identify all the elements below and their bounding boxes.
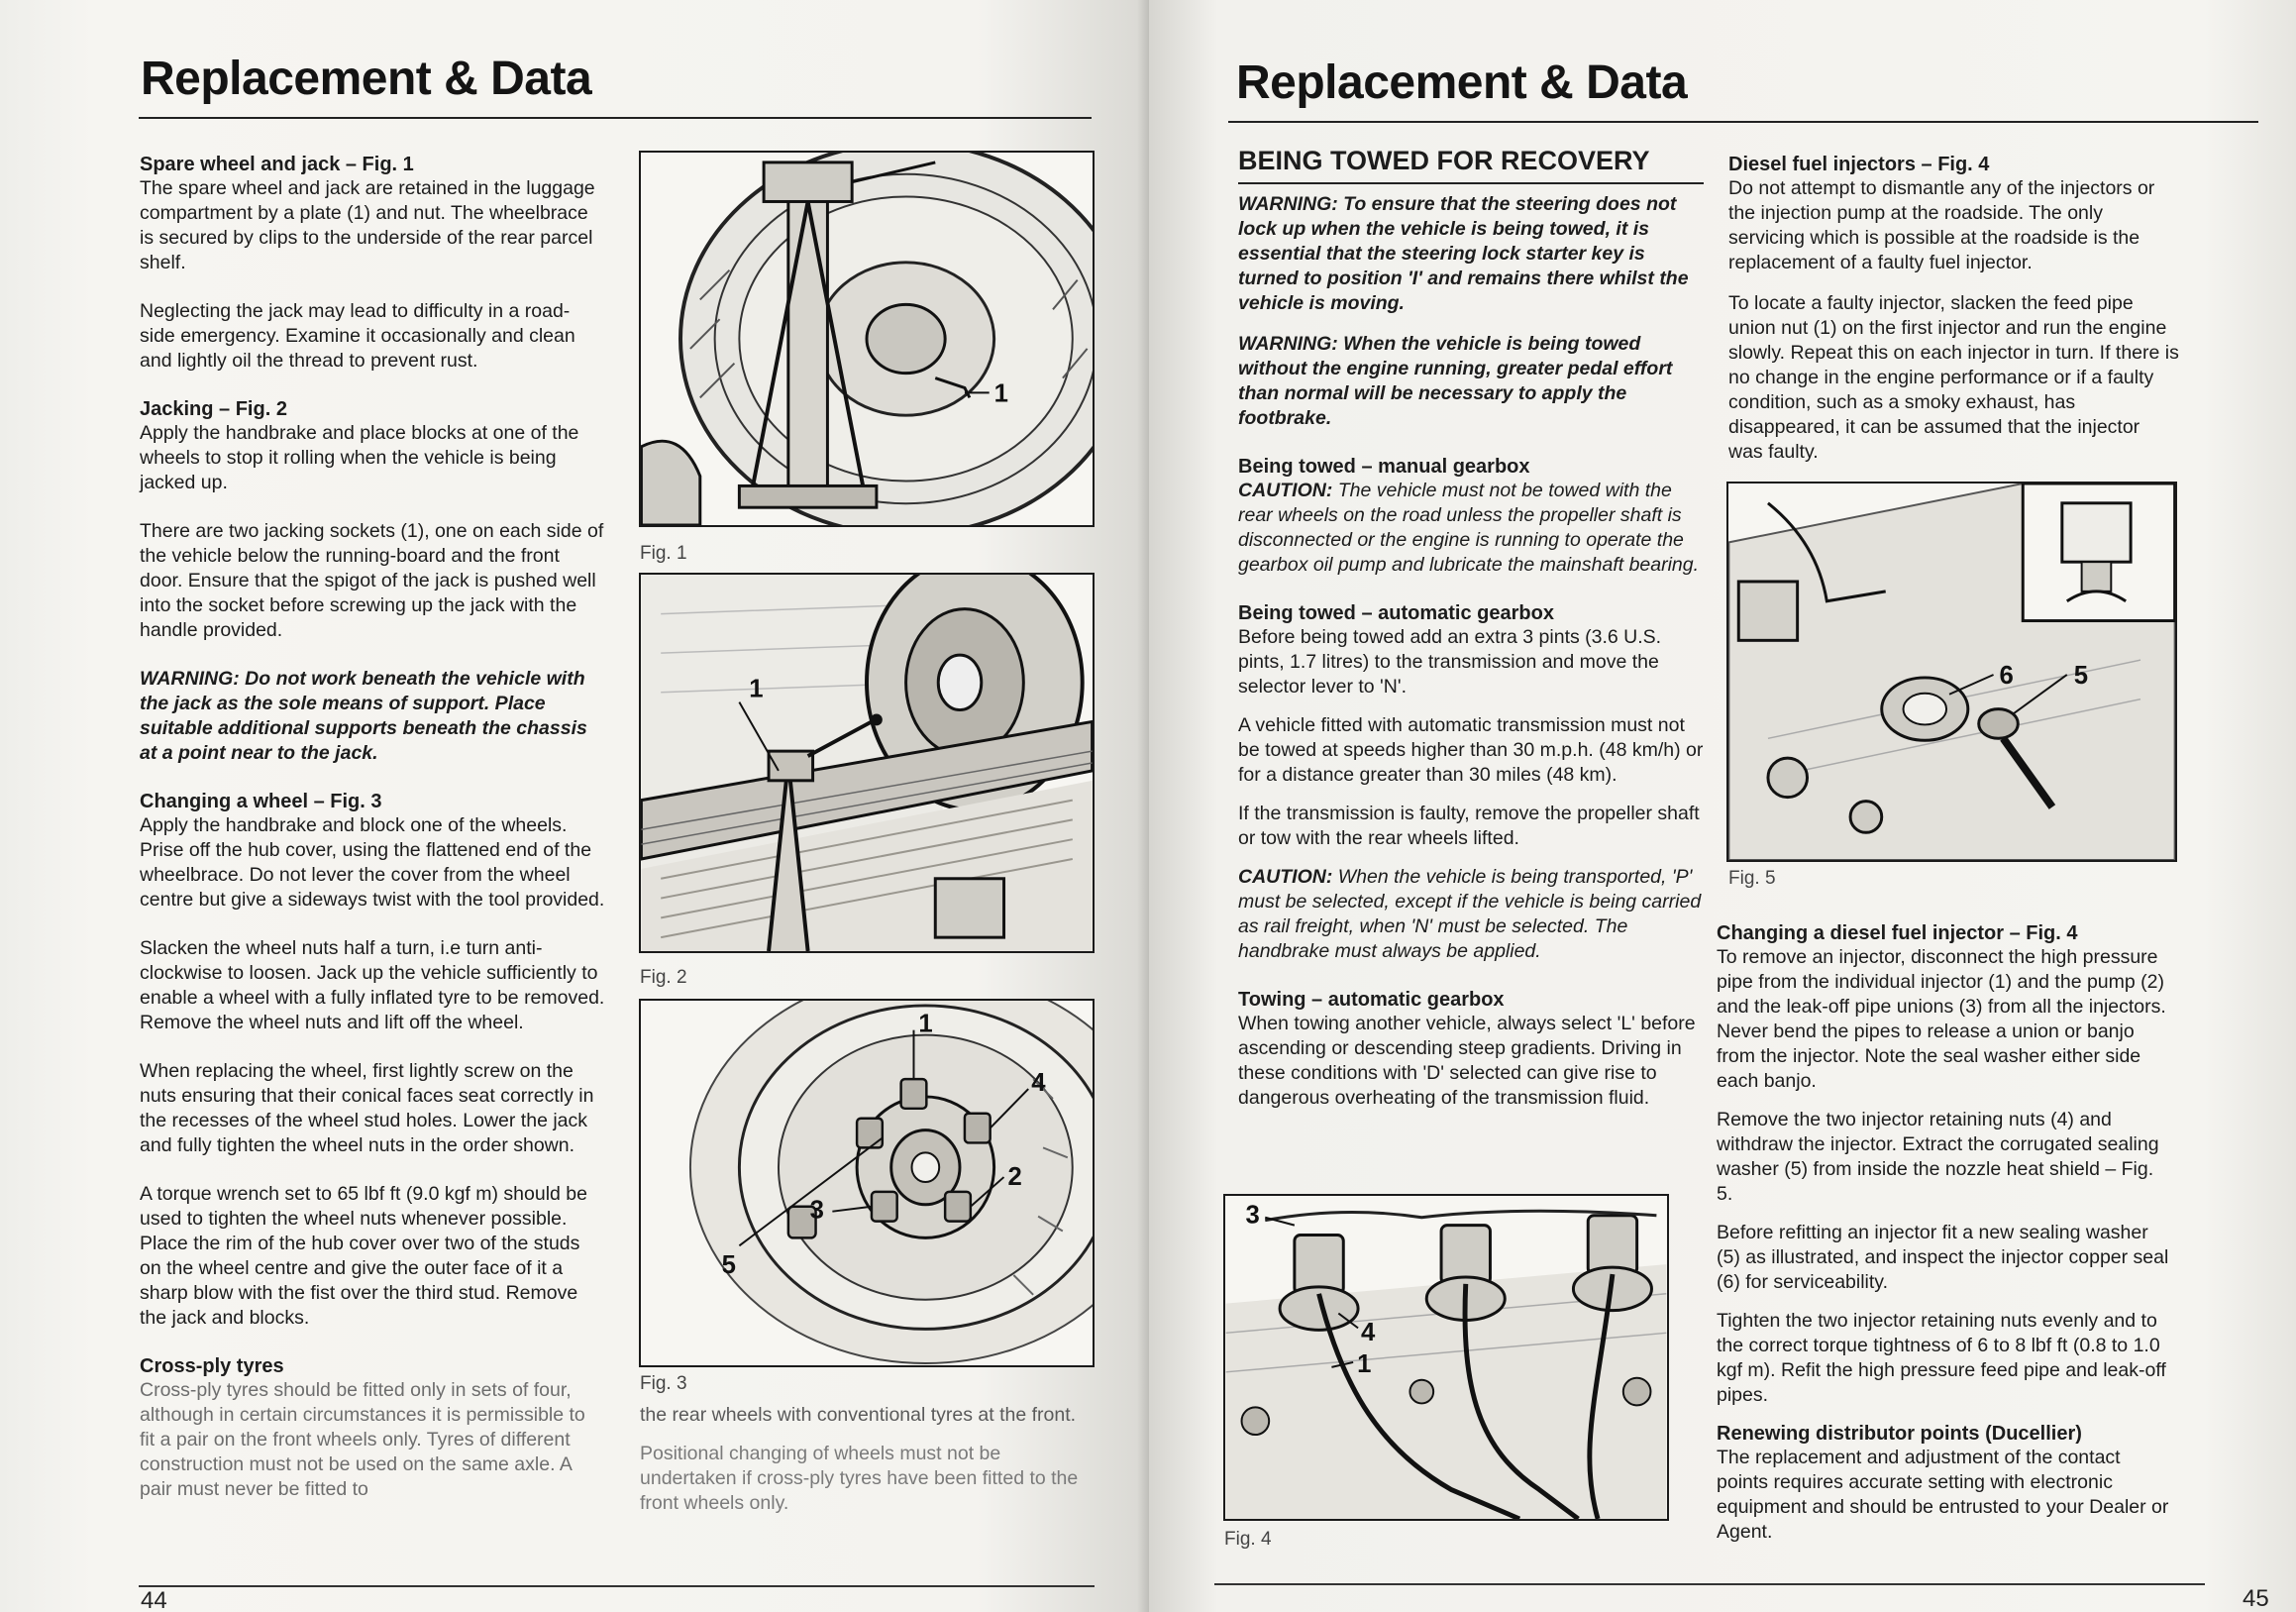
- figure-5-illustration: [1728, 484, 2175, 860]
- caution-text: The vehicle must not be towed with the rear wheels on the road unless the propeller shaft is disconnected or the engine is running to operate the gearbox oil pump and lubricate the mainshaft bearing.: [1238, 480, 1700, 576]
- paragraph: Neglecting the jack may lead to difficulty in a road-side emergency. Examine it occasionally and clean and lightly oil the thread to prevent rust.: [140, 300, 575, 372]
- section-heading-distributor-points: Renewing distributor points (Ducellier): [1717, 1423, 2082, 1445]
- warning-text: WARNING: To ensure that the steering does not lock up when the vehicle is being towed, it is essential that the steering lock starter key is turned to position 'I' and remains there whilst the vehicle is moving.: [1238, 193, 1689, 314]
- paragraph: Apply the handbrake and block one of the wheels. Prise off the hub cover, using the flattened end of the wheelbrace. Do not lever the cover from the wheel centre but give a sideways twist with the tool provided.: [140, 814, 605, 911]
- paragraph: Slacken the wheel nuts half a turn, i.e turn anti-clockwise to loosen. Jack up the vehicle sufficiently to enable a wheel with a fully inflated tyre to be removed. Remove the wheel nuts and lift off the wheel.: [140, 937, 605, 1033]
- paragraph: When towing another vehicle, always select 'L' before ascending or descending steep gradients. Driving in these conditions with 'D' selected can give rise to dangerous overheating of the transmission fluid.: [1238, 1013, 1696, 1109]
- figure-3-callout-1: 1: [918, 1010, 933, 1038]
- figure-2-callout-1: 1: [749, 675, 764, 703]
- section-heading-cross-ply: Cross-ply tyres: [140, 1355, 284, 1377]
- paragraph: To remove an injector, disconnect the high pressure pipe from the individual injector (1) and the pump (2) and the leak-off pipe unions (3) from all the injectors. Never bend the pipes to release a union or banjo from the injector. Note the seal washer either side each banjo.: [1717, 946, 2166, 1092]
- section-heading-towed-automatic: Being towed – automatic gearbox: [1238, 602, 1554, 624]
- paragraph: Apply the handbrake and place blocks at one of the wheels to stop it rolling when the vehicle is being jacked up.: [140, 422, 579, 493]
- paragraph: When replacing the wheel, first lightly screw on the nuts ensuring that their conical faces seat correctly in the recesses of the wheel stud holes. Lower the jack and fully tighten the wheel nuts in the order shown.: [140, 1060, 594, 1156]
- caution-paragraph: [1238, 865, 1704, 964]
- page-title: Replacement & Data: [141, 53, 592, 105]
- bottom-rule: [139, 1585, 1095, 1587]
- figure-4-caption: Fig. 4: [1224, 1529, 1272, 1550]
- left-text-column: [140, 151, 605, 1502]
- right-text-column-1: [1238, 145, 1704, 1134]
- title-rule: [1228, 121, 2258, 123]
- figure-3-caption: Fig. 3: [640, 1373, 687, 1394]
- figure-3-illustration: [641, 1001, 1093, 1365]
- figure-2-illustration: [641, 575, 1093, 951]
- section-heading-towed-manual: Being towed – manual gearbox: [1238, 456, 1530, 478]
- figure-3-callout-3: 3: [809, 1196, 824, 1225]
- page-number: 44: [141, 1587, 167, 1612]
- caution-label: CAUTION:: [1238, 480, 1333, 501]
- right-text-column-2-lower: [1717, 919, 2174, 1545]
- paragraph: Tighten the two injector retaining nuts evenly and to the correct torque tightness of 6 to 8 lbf ft (0.8 to 1.0 kgf m). Refit the high pressure feed pipe and leak-off pipes.: [1717, 1310, 2166, 1406]
- figure-4-callout-4: 4: [1361, 1319, 1376, 1347]
- paragraph: Before being towed add an extra 3 pints (3.6 U.S. pints, 1.7 litres) to the transmission and move the selector lever to 'N'.: [1238, 626, 1662, 698]
- figure-4-callout-3: 3: [1245, 1201, 1260, 1230]
- paragraph: A torque wrench set to 65 lbf ft (9.0 kgf m) should be used to tighten the wheel nuts whenever possible. Place the rim of the hub cover over two of the studs on the wheel centre and give the outer face of it a sharp blow with the fist over the third stud. Remove the jack and blocks.: [140, 1183, 587, 1329]
- figure-1-spare-wheel-jack: [639, 151, 1095, 527]
- section-heading-spare-wheel: Spare wheel and jack – Fig. 1: [140, 154, 414, 175]
- caution-text: When the vehicle is being transported, 'P' must be selected, except if the vehicle is being carried as rail freight, when 'N' must be selected. The handbrake must always be applied.: [1238, 866, 1702, 962]
- section-rule: [1238, 182, 1704, 184]
- figure-4-callout-1: 1: [1357, 1349, 1372, 1378]
- paragraph: Before refitting an injector fit a new sealing washer (5) as illustrated, and inspect the injector copper seal (6) for serviceability.: [1717, 1222, 2169, 1293]
- paragraph: the rear wheels with conventional tyres at the front.: [640, 1404, 1077, 1426]
- page-title: Replacement & Data: [1236, 56, 1688, 109]
- warning-text: WARNING: When the vehicle is being towed without the engine running, greater pedal effort than normal will be necessary to apply the footbrake.: [1238, 333, 1673, 429]
- paragraph: There are two jacking sockets (1), one on each side of the vehicle below the running-board and the front door. Ensure that the spigot of the jack is pushed well into the socket before screwing up the jack with the handle provided.: [140, 520, 604, 641]
- figure-3-wheel-nuts: [639, 999, 1095, 1367]
- paragraph: The spare wheel and jack are retained in the luggage compartment by a plate (1) and nut. The wheelbrace is secured by clips to the underside of the rear parcel shelf.: [140, 177, 595, 273]
- paragraph: Positional changing of wheels must not be undertaken if cross-ply tyres have been fitted to the front wheels only.: [640, 1443, 1079, 1514]
- section-heading-jacking: Jacking – Fig. 2: [140, 398, 287, 420]
- figure-1-illustration: [641, 153, 1093, 525]
- paragraph: Cross-ply tyres should be fitted only in sets of four, although in certain circumstances it is permissible to fit a pair on the front wheels only. Tyres of different construction must not be used on the same axle. A pair must never be fitted to: [140, 1379, 585, 1500]
- paragraph: The replacement and adjustment of the contact points requires accurate setting with electronic equipment and should be entrusted to your Dealer or Agent.: [1717, 1447, 2169, 1543]
- figure-5-caption: Fig. 5: [1728, 868, 1776, 889]
- figure-2-jacking: [639, 573, 1095, 953]
- page-number: 45: [2243, 1585, 2269, 1612]
- paragraph: If the transmission is faulty, remove the propeller shaft or tow with the rear wheels lifted.: [1238, 803, 1700, 849]
- section-heading-changing-injector: Changing a diesel fuel injector – Fig. 4: [1717, 922, 2078, 944]
- right-text-column-2: [1728, 151, 2179, 488]
- figure-2-caption: Fig. 2: [640, 967, 687, 988]
- caution-paragraph: [1238, 479, 1704, 578]
- continuation-text: [640, 1403, 1096, 1516]
- paragraph: To locate a faulty injector, slacken the feed pipe union nut (1) on the first injector and run the engine slowly. Repeat this on each injector in turn. If there is no change in the engine performance or if a faulty condition, such as a smoky exhaust, has disappeared, it can be assumed that the injector was faulty.: [1728, 292, 2179, 463]
- figure-3-callout-5: 5: [721, 1251, 736, 1280]
- section-heading-towed-recovery: BEING TOWED FOR RECOVERY: [1238, 146, 1650, 175]
- figure-3-callout-2: 2: [1007, 1162, 1022, 1191]
- bottom-rule: [1214, 1583, 2205, 1585]
- figure-5-callout-5: 5: [2073, 661, 2089, 690]
- figure-4-injectors: [1223, 1194, 1669, 1521]
- figure-4-illustration: [1225, 1196, 1667, 1519]
- right-page: [1149, 0, 2296, 1612]
- figure-5-seal-washer: [1726, 482, 2177, 862]
- paragraph: Remove the two injector retaining nuts (4) and withdraw the injector. Extract the corrugated sealing washer (5) from inside the nozzle heat shield – Fig. 5.: [1717, 1109, 2159, 1205]
- figure-3-callout-4: 4: [1031, 1069, 1046, 1098]
- paragraph: Do not attempt to dismantle any of the injectors or the injection pump at the roadside. The only servicing which is possible at the roadside is the replacement of a faulty fuel injector.: [1728, 177, 2155, 273]
- caution-label: CAUTION:: [1238, 866, 1333, 888]
- figure-5-callout-6: 6: [1999, 661, 2014, 690]
- section-heading-changing-wheel: Changing a wheel – Fig. 3: [140, 791, 382, 812]
- warning-text: WARNING: Do not work beneath the vehicle with the jack as the sole means of support. Place suitable additional supports beneath the chassis at a point near to the jack.: [140, 668, 587, 764]
- figure-1-caption: Fig. 1: [640, 543, 687, 564]
- paragraph: A vehicle fitted with automatic transmission must not be towed at speeds higher than 30 m.p.h. (48 km/h) or for a distance greater than 30 miles (48 km).: [1238, 714, 1704, 786]
- section-heading-diesel-injectors: Diesel fuel injectors – Fig. 4: [1728, 154, 1990, 175]
- title-rule: [139, 117, 1092, 119]
- section-heading-towing-automatic: Towing – automatic gearbox: [1238, 989, 1505, 1011]
- figure-1-callout-1: 1: [993, 379, 1008, 408]
